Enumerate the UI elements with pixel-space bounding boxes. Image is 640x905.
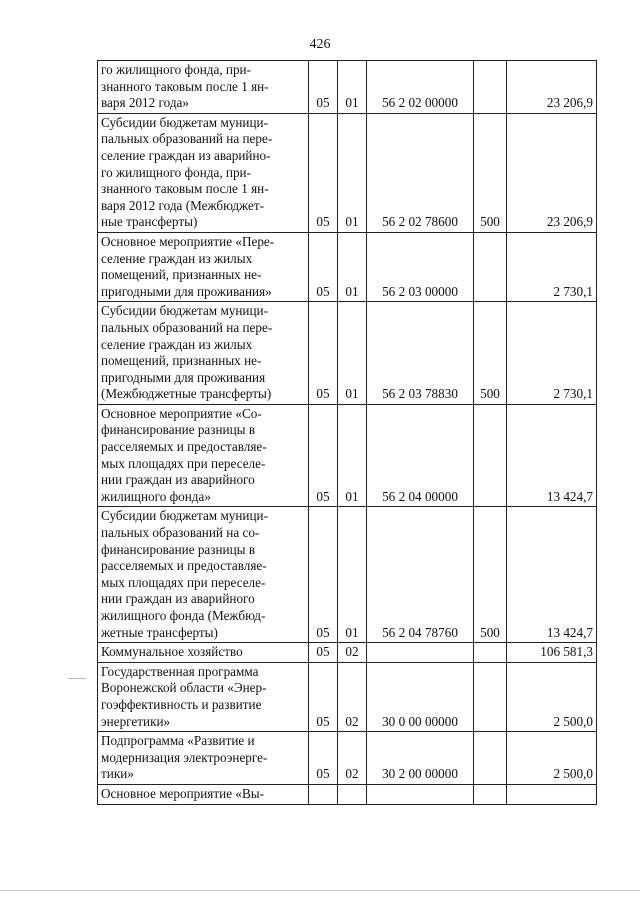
row-subsection-code: 01 [338,404,367,507]
table-row [98,113,597,232]
row-expense-type-code [474,784,507,804]
row-expense-type-code [474,61,507,114]
row-name-cell [98,113,309,232]
row-section-code: 05 [309,302,338,405]
row-subsection-code: 02 [338,643,367,663]
row-target-article-code: 30 2 00 00000 [367,732,474,785]
row-target-article-code: 56 2 02 78600 [367,113,474,232]
row-expense-type-code [474,732,507,785]
row-target-article-code [367,643,474,663]
row-amount: 106 581,3 [507,643,597,663]
row-section-code: 05 [309,732,338,785]
row-expense-type-code: 500 [474,302,507,405]
table-row [98,784,597,804]
table-row [98,404,597,507]
row-amount: 13 424,7 [507,404,597,507]
row-section-code: 05 [309,643,338,663]
row-name: Основное мероприятие «Пере- селение граждан из жилых помещений, признанных не- пригодными для проживания» [101,233,275,299]
row-target-article-code [367,784,474,804]
row-subsection-code: 01 [338,507,367,643]
row-section-code: 05 [309,404,338,507]
row-amount [507,784,597,804]
row-target-article-code: 56 2 03 78830 [367,302,474,405]
row-name: Основное мероприятие «Вы- [101,785,264,801]
row-name: Субсидии бюджетам муници- пальных образований на со- финансирование разницы в расселяемых и предоставляе- мых площадях при переселе- нии граждан из аварийного жилищного фонда (Межбюд- жетные трансферты) [101,508,268,640]
row-subsection-code: 01 [338,302,367,405]
row-expense-type-code [474,662,507,731]
row-target-article-code: 56 2 03 00000 [367,232,474,301]
row-amount: 2 500,0 [507,732,597,785]
row-target-article-code: 56 2 04 78760 [367,507,474,643]
row-section-code: 05 [309,507,338,643]
row-amount: 2 730,1 [507,302,597,405]
row-name: Государственная программа Воронежской области «Энер- гоэффективность и развитие энергетики» [101,663,267,729]
row-amount: 2 500,0 [507,662,597,731]
row-amount: 23 206,9 [507,113,597,232]
table-row [98,732,597,785]
row-target-article-code: 56 2 02 00000 [367,61,474,114]
row-section-code [309,784,338,804]
budget-table [97,60,597,805]
row-name-cell [98,507,309,643]
row-target-article-code: 30 0 00 00000 [367,662,474,731]
row-name: го жилищного фонда, при- знанного таковым после 1 ян- варя 2012 года» [101,62,269,111]
row-target-article-code: 56 2 04 00000 [367,404,474,507]
row-subsection-code: 02 [338,662,367,731]
row-section-code: 05 [309,662,338,731]
row-name-cell [98,784,309,804]
row-subsection-code: 02 [338,732,367,785]
row-name: Коммунальное хозяйство [101,644,243,660]
row-name: Субсидии бюджетам муници- пальных образований на пере- селение граждан из аварийно- го жилищного фонда, при- знанного таковым после 1 ян- варя 2012 года (Межбюджет- ные трансферты) [101,114,273,230]
row-amount: 2 730,1 [507,232,597,301]
row-expense-type-code [474,404,507,507]
row-name-cell [98,61,309,114]
table-row [98,643,597,663]
row-section-code: 05 [309,232,338,301]
row-name-cell [98,643,309,663]
row-subsection-code [338,784,367,804]
row-expense-type-code: 500 [474,507,507,643]
row-subsection-code: 01 [338,61,367,114]
row-amount: 23 206,9 [507,61,597,114]
row-name-cell [98,232,309,301]
table-row [98,507,597,643]
row-name-cell [98,302,309,405]
table-row [98,662,597,731]
row-name-cell [98,662,309,731]
scan-margin-mark [68,678,86,679]
budget-table-body [98,61,597,805]
row-section-code: 05 [309,61,338,114]
row-name-cell [98,404,309,507]
row-expense-type-code [474,232,507,301]
page-number: 426 [309,37,331,52]
row-subsection-code: 01 [338,232,367,301]
row-section-code: 05 [309,113,338,232]
scan-bottom-edge [0,890,640,891]
row-name-cell [98,732,309,785]
row-name: Основное мероприятие «Со- финансирование разницы в расселяемых и предоставляе- мых площадях при переселе- нии граждан из аварийного жилищного фонда» [101,405,267,504]
row-expense-type-code: 500 [474,113,507,232]
row-subsection-code: 01 [338,113,367,232]
row-name: Подпрограмма «Развитие и модернизация электроэнерге- тики» [101,733,268,782]
row-name: Субсидии бюджетам муници- пальных образований на пере- селение граждан из жилых помещений, признанных не- пригодными для проживания (Межбюджетные трансферты) [101,303,273,402]
table-row [98,232,597,301]
row-amount: 13 424,7 [507,507,597,643]
table-row [98,61,597,114]
table-row [98,302,597,405]
row-expense-type-code [474,643,507,663]
